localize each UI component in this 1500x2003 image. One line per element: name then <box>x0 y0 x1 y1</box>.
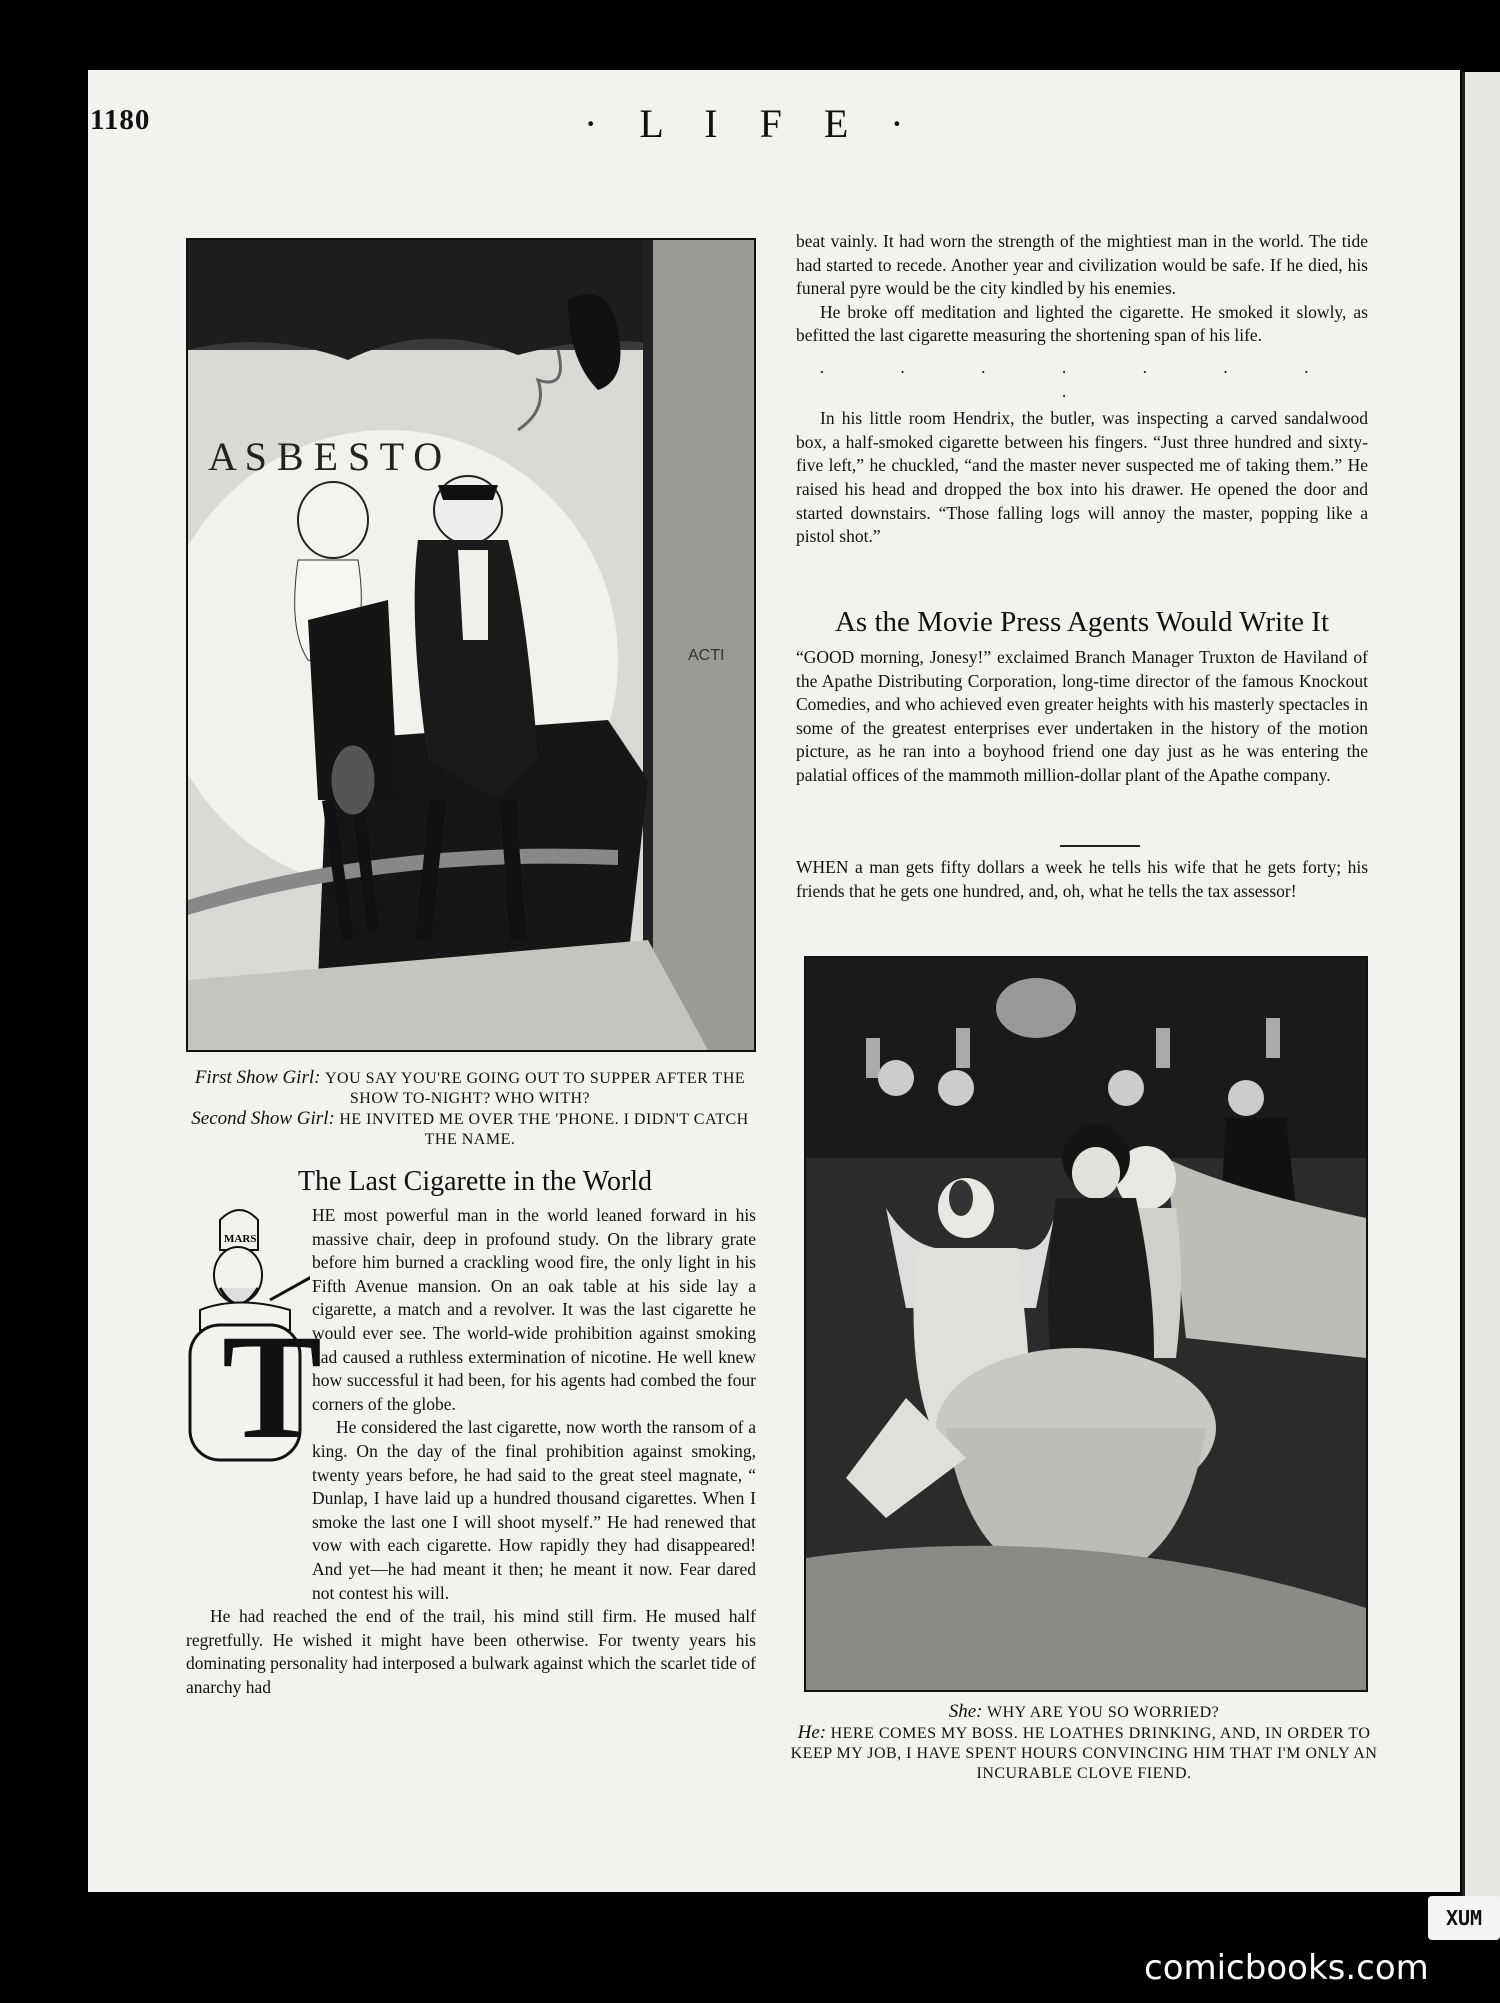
adjacent-page-edge <box>1462 72 1500 1902</box>
cartoon2-caption <box>784 1702 1384 1784</box>
caption-speaker: Second Show Girl: <box>191 1108 335 1129</box>
caption-text: HERE COMES MY BOSS. HE LOATHES DRINKING, AND, IN ORDER TO KEEP MY JOB, I HAVE SPENT HOURS CONVINCING HIM THAT I'M ONLY AN INCURABLE CLOVE FIEND. <box>790 1725 1378 1782</box>
story1-paragraph: HE most powerful man in the world leaned forward in his massive chair, deep in profound study. On the library grate before him burned a crackling wood fire, the only light in his Fifth Avenue mansion. On an oak table at his side lay a cigarette, a match and a revolver. It was the last cigarette he would ever see. The world-wide prohibition against smoking had caused a ruthless extermination of nicotine. He well knew how successful it had been, for his agents had combed the four corners of the globe. <box>312 1205 756 1414</box>
story1-column-right <box>796 230 1368 549</box>
story3-paragraph: WHEN a man gets fifty dollars a week he tells his wife that he gets forty; his friends that he gets one hundred, and, oh, what he tells the tax assessor! <box>796 857 1368 901</box>
divider-rule <box>1060 845 1140 847</box>
story1-paragraph: In his little room Hendrix, the butler, was inspecting a carved sandalwood box, a half-smoked cigarette between his fingers. “Just three hundred and sixty-five left,” he chuckled, “and the master never suspected me of taking them.” He raised his head and dropped the box into his drawer. He opened the door and started downstairs. “Those falling logs will annoy the master, popping like a pistol shot.” <box>796 408 1368 547</box>
story1-paragraph: He considered the last cigarette, now worth the ransom of a king. On the day of the final prohibition against smoking, twenty years before, he had said to the great steel magnate, “ Dunlap, I have laid up a hundred thousand cigarettes. When I smoke the last one I will shoot myself.” He had renewed that vow with each cigarette. How rapidly they had disappeared! And yet—he had meant it then; he meant it now. Fear dared not contest his will. <box>312 1417 756 1603</box>
cartoon-show-girls <box>186 238 756 1052</box>
cartoon-supper-club <box>804 956 1368 1692</box>
drop-cap-letter: T <box>222 1304 323 1470</box>
site-watermark: comicbooks.com <box>1144 1948 1429 1988</box>
caption-text: WHY ARE YOU SO WORRIED? <box>987 1704 1220 1721</box>
story2-paragraph: “GOOD morning, Jonesy!” exclaimed Branch Manager Truxton de Haviland of the Apathe Distributing Corporation, long-time director of the famous Knockout Comedies, and who achieved even greater heights with his masterly spectacles in some of the greatest enterprises ever undertaken in the history of the motion picture, as he ran into a boyhood friend one day just as he was entering the palatial offices of the mammoth million-dollar plant of the Apathe company. <box>796 647 1368 785</box>
story3-body <box>796 856 1368 903</box>
caption-text: HE INVITED ME OVER THE 'PHONE. I DIDN'T CATCH THE NAME. <box>339 1111 749 1148</box>
story1-paragraph: He had reached the end of the trail, his mind still firm. He mused half regretfully. He wished it might have been otherwise. For twenty years his dominating personality had interposed a bulwark against which the scarlet tide of anarchy had <box>186 1606 756 1697</box>
show-girls-illustration <box>188 240 754 1050</box>
section-break-dots: . . . . . . . . <box>819 356 1345 401</box>
mars-badge-text: MARS <box>224 1233 257 1245</box>
story-title: The Last Cigarette in the World <box>297 1166 653 1197</box>
cartoon1-caption <box>190 1068 750 1150</box>
asbestos-sign: A S B E S T O <box>208 434 443 479</box>
story1-paragraph: beat vainly. It had worn the strength of the mightiest man in the world. The tide had started to recede. Another year and civilization would be safe. If he died, his funeral pyre would be the city kindled by his enemies. <box>796 231 1368 299</box>
masthead: · L I F E · <box>584 101 920 146</box>
archive-tag: XUM <box>1428 1896 1500 1940</box>
caption-speaker: He: <box>797 1722 827 1743</box>
page-number: 1180 <box>90 104 151 136</box>
story1-column-left <box>186 1204 756 1699</box>
story-title: As the Movie Press Agents Would Write It <box>834 606 1330 638</box>
story2-body <box>796 646 1368 788</box>
caption-speaker: She: <box>948 1701 983 1722</box>
story1-paragraph: He broke off meditation and lighted the cigarette. He smoked it slowly, as befitted the last cigarette measuring the shortening span of his life. <box>796 301 1368 346</box>
act-sign: ACTI <box>688 647 725 664</box>
caption-text: YOU SAY YOU'RE GOING OUT TO SUPPER AFTER THE SHOW TO-NIGHT? WHO WITH? <box>324 1070 746 1107</box>
supper-club-illustration <box>806 958 1366 1690</box>
caption-speaker: First Show Girl: <box>194 1067 321 1088</box>
